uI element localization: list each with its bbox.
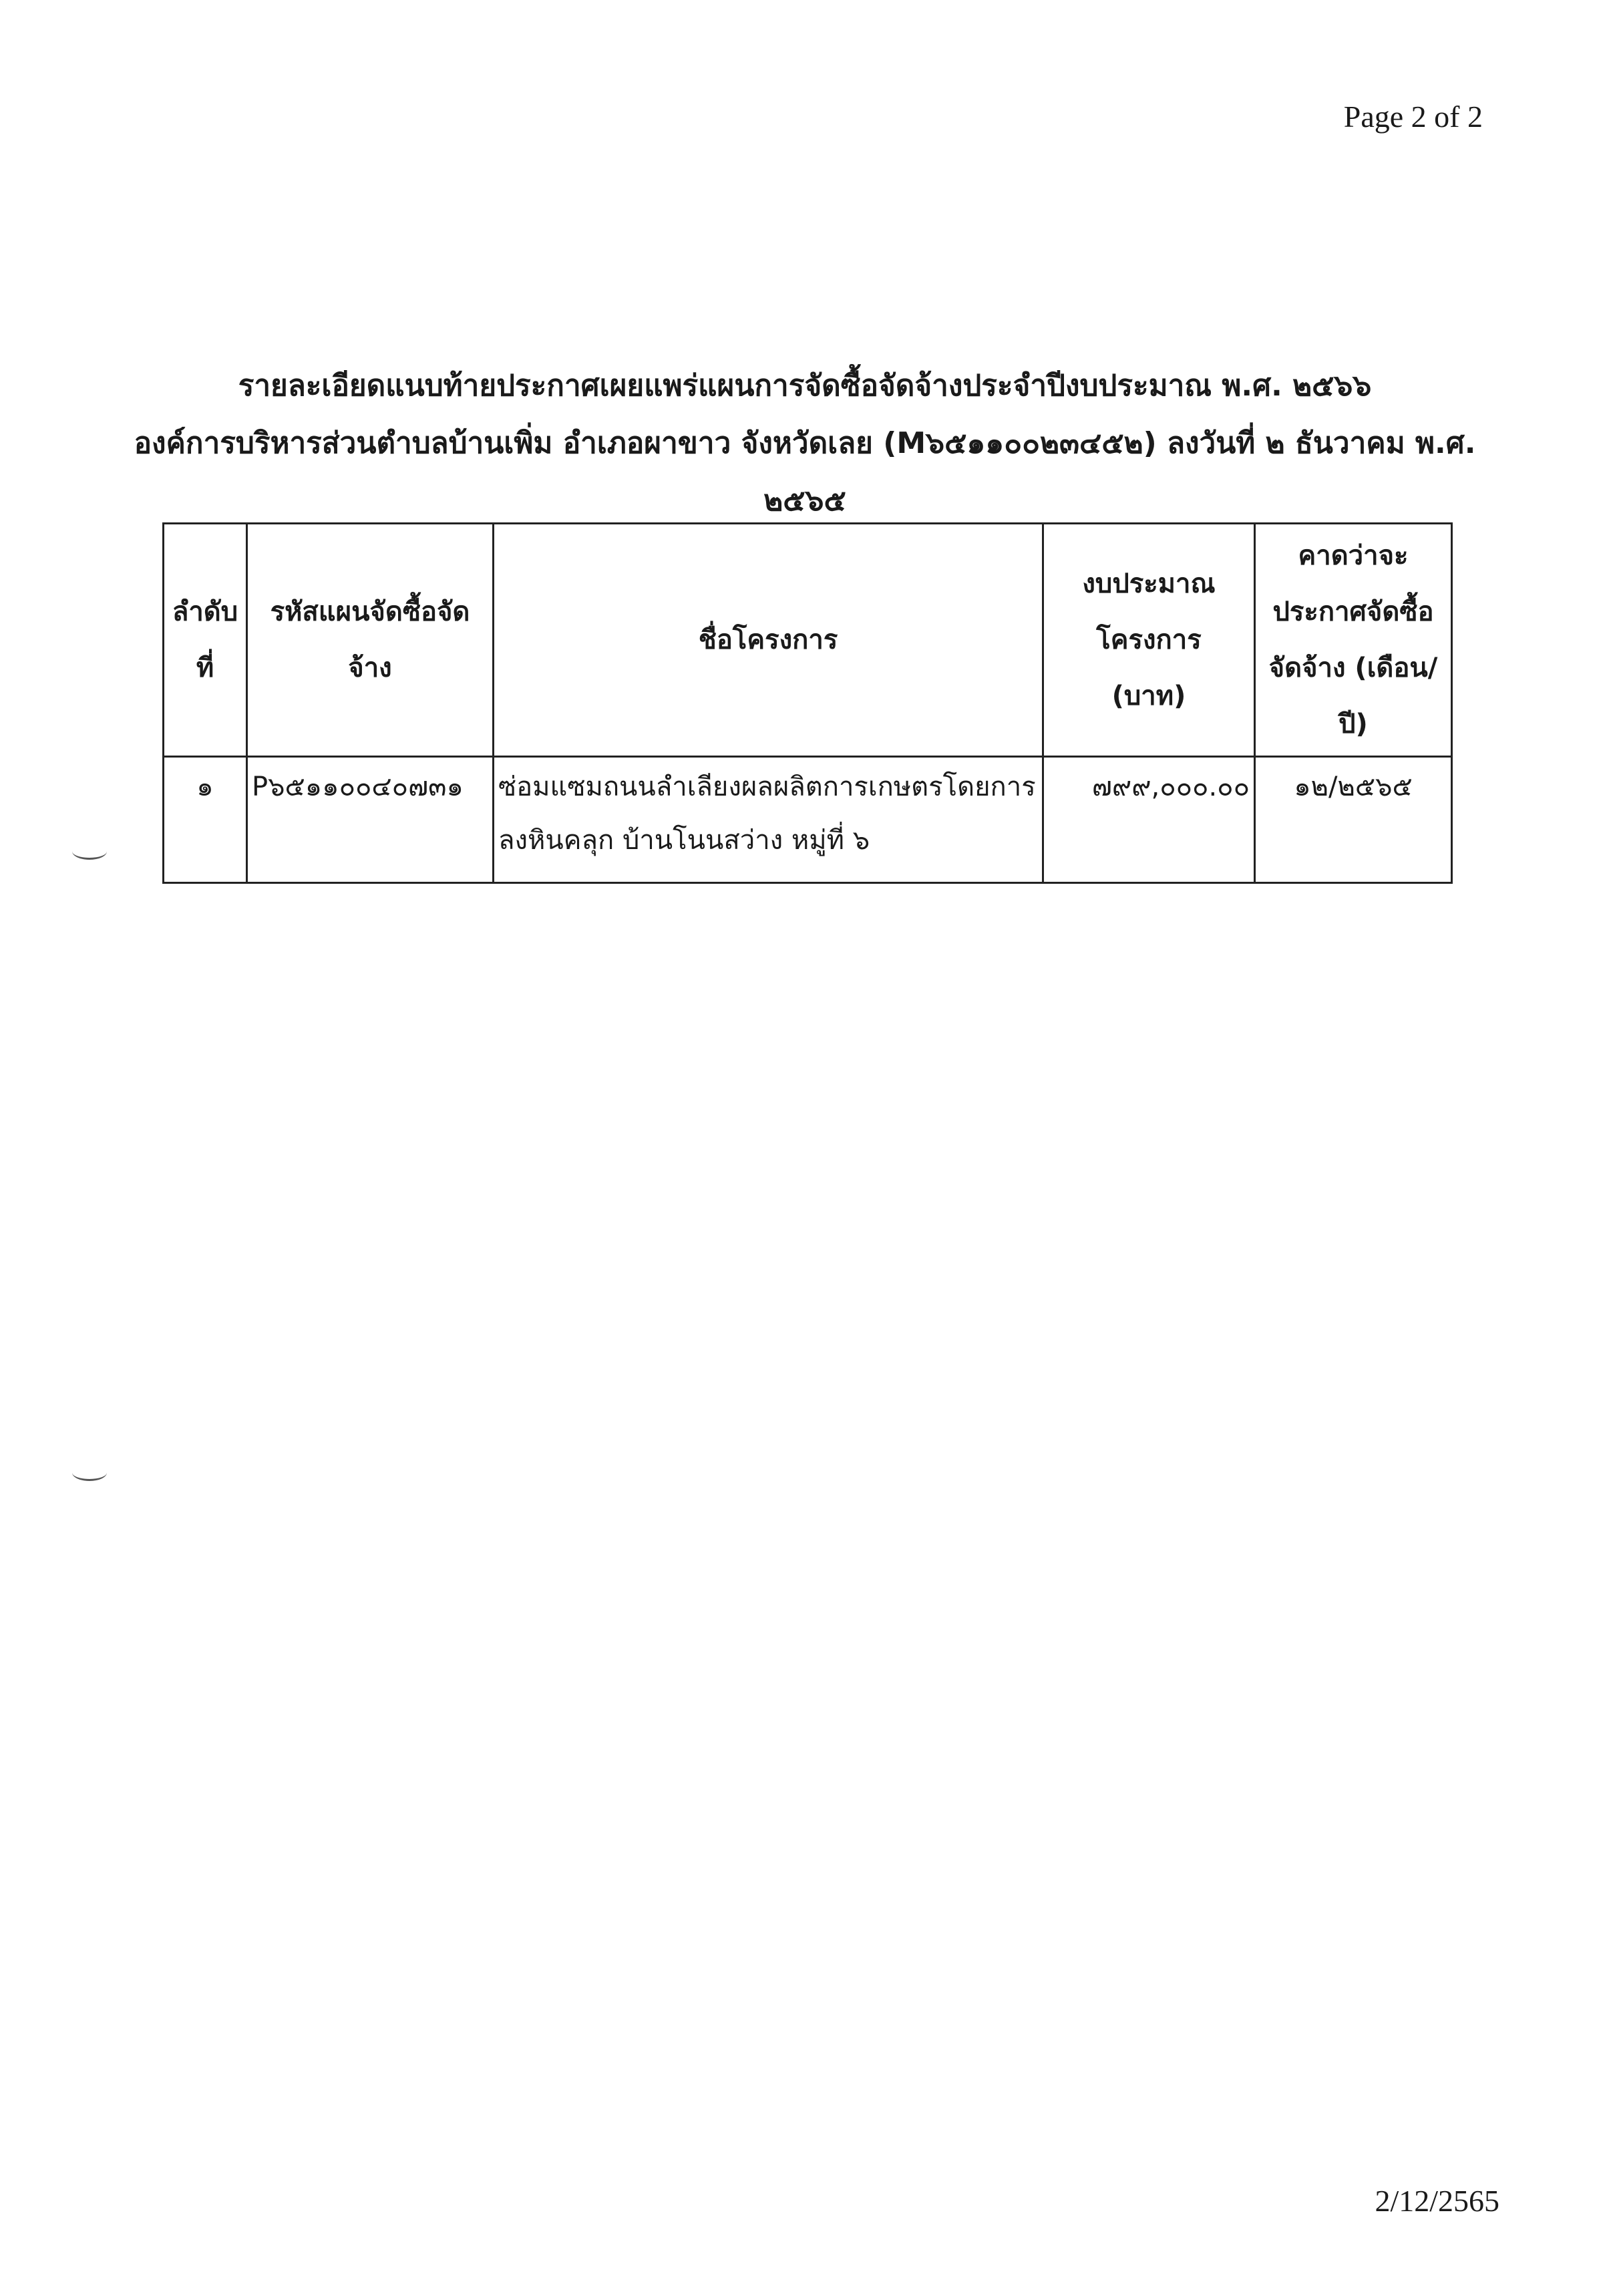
punch-hole-mark-top [72,843,107,860]
header-plan-code: รหัสแผนจัดซื้อจัดจ้าง [247,524,494,757]
document-title [134,357,1476,530]
cell-budget: ๗๙๙,๐๐๐.๐๐ [1043,757,1255,883]
cell-expected-date: ๑๒/๒๕๖๕ [1255,757,1452,883]
cell-plan-code: P๖๕๑๑๐๐๔๐๗๓๑ [247,757,494,883]
title-line-3: ๒๕๖๕ [763,484,846,518]
header-budget: งบประมาณโครงการ (บาท) [1043,524,1255,757]
cell-seq: ๑ [164,757,247,883]
page-number: Page 2 of 2 [1343,100,1483,134]
header-seq: ลำดับที่ [164,524,247,757]
footer-date: 2/12/2565 [1375,2184,1499,2218]
title-line-2: องค์การบริหารส่วนตำบลบ้านเพิ่ม อำเภอผาขาว จังหวัดเลย (M๖๕๑๑๐๐๒๓๔๕๒) ลงวันที่ ๒ ธันวาคม พ.ศ. [134,426,1476,460]
cell-project-name: ซ่อมแซมถนนลำเลียงผลผลิตการเกษตรโดยการลงหินคลุก บ้านโนนสว่าง หมู่ที่ ๖ [494,757,1043,883]
header-expected-date: คาดว่าจะประกาศจัดซื้อจัดจ้าง (เดือน/ปี) [1255,524,1452,757]
procurement-plan-table [162,522,1453,884]
title-line-1: รายละเอียดแนบท้ายประกาศเผยแพร่แผนการจัดซื้อจัดจ้างประจำปีงบประมาณ พ.ศ. ๒๕๖๖ [238,369,1372,403]
punch-hole-mark-bottom [72,1464,107,1481]
header-project-name: ชื่อโครงการ [494,524,1043,757]
table-header-row [164,524,1452,757]
table-row [164,757,1452,883]
